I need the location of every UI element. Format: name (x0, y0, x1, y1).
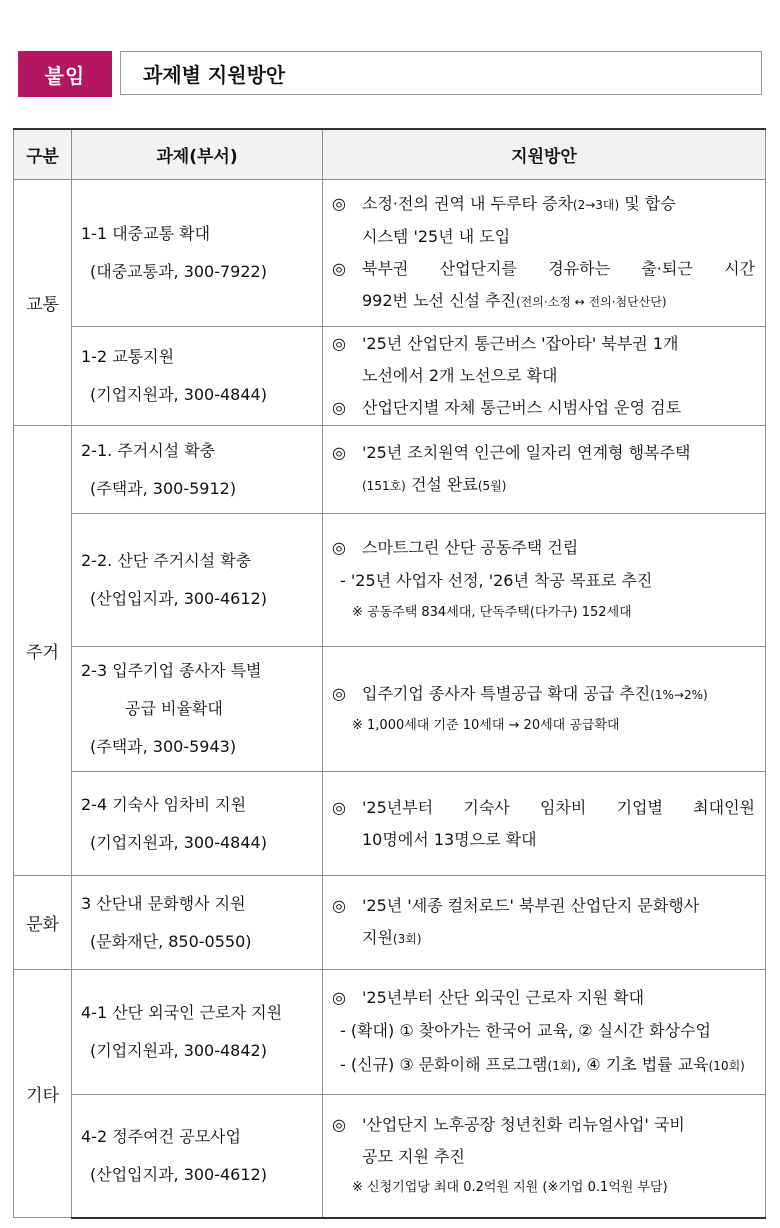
task-cell (72, 180, 323, 327)
bullet-mark: ◎ (332, 538, 346, 557)
support-dash-item: , ④ 기초 법률 교육 (576, 1054, 709, 1074)
task-title: 1-2 교통지원 (81, 347, 175, 366)
table-row (14, 180, 766, 327)
support-note-small: (151호) (362, 479, 406, 493)
bullet-mark: ◎ (332, 194, 346, 213)
support-text: 북부권 산업단지를 경유하는 출·퇴근 시간 (362, 259, 755, 278)
support-note-small: (전의·소정 ↔ 전의·첨단산단) (516, 295, 667, 309)
task-title: 4-2 정주여건 공모사업 (81, 1126, 241, 1146)
task-title: 2-4 기숙사 임차비 지원 (81, 794, 247, 814)
category-culture: 문화 (14, 876, 72, 970)
support-plan-table (13, 128, 766, 1219)
support-cell (323, 772, 766, 876)
task-cell (72, 876, 323, 970)
table-row (14, 514, 766, 647)
task-title: 1-1 대중교통 확대 (81, 224, 211, 243)
table-row (14, 876, 766, 970)
support-cell (323, 1095, 766, 1218)
task-dept: (기업지원과, 300-4842) (90, 1041, 267, 1060)
support-text: '25년부터 기숙사 임차비 기업별 최대인원 (362, 797, 755, 817)
support-note-small: (1%→2%) (650, 687, 708, 702)
support-note-small: (2→3대) (572, 198, 620, 212)
page-header (18, 51, 764, 97)
bullet-mark: ◎ (332, 896, 346, 915)
table-row (14, 970, 766, 1095)
table-row (14, 327, 766, 426)
table-row (14, 772, 766, 876)
support-footnote: ※ 1,000세대 기준 10세대 → 20세대 공급확대 (352, 717, 620, 733)
bullet-mark: ◎ (332, 259, 346, 278)
task-cell (72, 426, 323, 514)
header-support: 지원방안 (323, 129, 766, 180)
support-text: 소정·전의 권역 내 두루타 증차 (362, 194, 573, 213)
support-cell (323, 970, 766, 1095)
bullet-mark: ◎ (332, 797, 346, 817)
table-row (14, 647, 766, 772)
task-dept: (산업입지과, 300-4612) (90, 1164, 267, 1184)
support-footnote: ※ 신청기업당 최대 0.2억원 지원 (※기업 0.1억원 부담) (352, 1179, 668, 1195)
task-dept: (주택과, 300-5912) (90, 478, 237, 498)
support-footnote: ※ 공동주택 834세대, 단독주택(다가구) 152세대 (352, 605, 632, 620)
header-category: 구분 (14, 129, 72, 180)
support-cell (323, 876, 766, 970)
table-row (14, 426, 766, 514)
task-title: 2-2. 산단 주거시설 확충 (81, 551, 252, 570)
task-dept: (문화재단, 850-0550) (90, 931, 252, 951)
task-title: 4-1 산단 외국인 근로자 지원 (81, 1003, 283, 1022)
task-title: 3 산단내 문화행사 지원 (81, 893, 246, 913)
task-dept: (대중교통과, 300-7922) (90, 262, 267, 281)
support-cell (323, 327, 766, 426)
support-dash-item: - (확대) ① 찾아가는 한국어 교육, ② 실시간 화상수업 (340, 1020, 711, 1040)
support-dash-item: - (신규) ③ 문화이해 프로그램 (340, 1054, 548, 1074)
task-cell (72, 647, 323, 772)
support-text: '25년부터 산단 외국인 근로자 지원 확대 (362, 987, 645, 1007)
support-text: 산업단지별 자체 통근버스 시범사업 운영 검토 (362, 398, 682, 417)
support-text: 공모 지원 추진 (362, 1146, 465, 1166)
support-text: 시스템 '25년 내 도입 (362, 227, 511, 246)
bullet-mark: ◎ (332, 443, 346, 462)
support-text: 스마트그린 산단 공동주택 건립 (362, 538, 579, 557)
support-text: '25년 조치원역 인근에 일자리 연계형 행복주택 (362, 443, 691, 462)
support-cell (323, 180, 766, 327)
table-header-row (14, 129, 766, 180)
support-text: '25년 '세종 컬처로드' 북부권 산업단지 문화행사 (362, 896, 700, 915)
category-housing: 주거 (14, 426, 72, 876)
bullet-mark: ◎ (332, 683, 346, 703)
category-etc: 기타 (14, 970, 72, 1218)
support-text: '25년 산업단지 통근버스 '잡아타' 북부권 1개 (362, 334, 679, 353)
support-note-small: (3회) (392, 932, 422, 946)
support-note-small: (1회) (547, 1058, 577, 1073)
task-title: 2-3 입주기업 종사자 특별 (81, 661, 262, 680)
task-dept: (산업입지과, 300-4612) (90, 589, 267, 608)
task-cell (72, 1095, 323, 1218)
support-cell (323, 647, 766, 772)
attachment-badge: 붙임 (18, 51, 112, 97)
support-text: '산업단지 노후공장 청년친화 리뉴얼사업' 국비 (362, 1114, 685, 1134)
task-dept: (기업지원과, 300-4844) (90, 832, 267, 852)
support-text: 992번 노선 신설 추진 (362, 291, 516, 310)
support-text: 건설 완료 (405, 475, 478, 494)
header-task: 과제(부서) (72, 129, 323, 180)
support-text: 노선에서 2개 노선으로 확대 (362, 366, 558, 385)
task-dept: (기업지원과, 300-4844) (90, 385, 267, 404)
task-dept: (주택과, 300-5943) (90, 737, 237, 756)
task-cell (72, 970, 323, 1095)
support-text: 10명에서 13명으로 확대 (362, 829, 537, 849)
support-dash-item: - '25년 사업자 선정, '26년 착공 목표로 추진 (340, 571, 653, 590)
task-title: 2-1. 주거시설 확충 (81, 440, 216, 460)
bullet-mark: ◎ (332, 398, 346, 417)
support-note-small: (5월) (477, 479, 507, 493)
table-row (14, 1095, 766, 1218)
task-cell (72, 772, 323, 876)
bullet-mark: ◎ (332, 1114, 346, 1134)
support-text: 지원 (362, 928, 393, 947)
category-traffic: 교통 (14, 180, 72, 426)
task-cell (72, 327, 323, 426)
support-cell (323, 426, 766, 514)
bullet-mark: ◎ (332, 334, 346, 353)
support-text: 및 합승 (619, 194, 676, 213)
task-cell (72, 514, 323, 647)
bullet-mark: ◎ (332, 987, 346, 1007)
page-title: 과제별 지원방안 (120, 51, 762, 95)
support-cell (323, 514, 766, 647)
task-title-cont: 공급 비율확대 (125, 699, 223, 718)
support-note-small: (10회) (708, 1058, 745, 1073)
support-text: 입주기업 종사자 특별공급 확대 공급 추진 (362, 683, 651, 703)
